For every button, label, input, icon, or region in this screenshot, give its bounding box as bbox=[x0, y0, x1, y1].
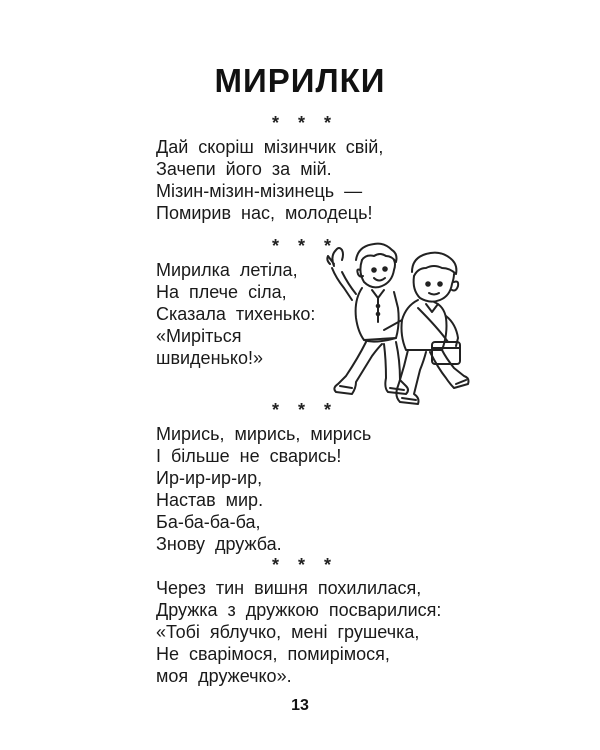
page-number: 13 bbox=[291, 697, 309, 714]
poem-line: швиденько!» bbox=[156, 348, 263, 368]
poem-line: Мирилка летіла, bbox=[156, 260, 298, 280]
poem-line: «Миріться bbox=[156, 326, 242, 346]
poem-line: Ир-ир-ир-ир, bbox=[156, 468, 263, 488]
poem-line: Дай скоріш мізинчик свій, bbox=[156, 137, 384, 157]
poem-1 bbox=[156, 136, 383, 224]
stanza-separator: * * * bbox=[272, 400, 339, 420]
page-title: МИРИЛКИ bbox=[214, 62, 386, 99]
boy-left-figure bbox=[327, 244, 408, 394]
poem-line: моя дружечко». bbox=[156, 666, 292, 686]
poem-line: Знову дружба. bbox=[156, 534, 282, 554]
poem-line: Через тин вишня похилилася, bbox=[156, 578, 422, 598]
poem-line: «Тобі яблучко, мені грушечка, bbox=[156, 622, 420, 642]
poem-line: На плече сіла, bbox=[156, 282, 287, 302]
two-boys-friends-illustration bbox=[322, 238, 472, 416]
stanza-separator: * * * bbox=[272, 555, 339, 575]
poem-line: Мирись, мирись, мирись bbox=[156, 424, 372, 444]
poem-line: Мізин-мізин-мізинець — bbox=[156, 181, 363, 201]
poem-line: Ба-ба-ба-ба, bbox=[156, 512, 261, 532]
poem-line: Сказала тихенько: bbox=[156, 304, 316, 324]
poem-line: І більше не сварись! bbox=[156, 446, 342, 466]
poem-line: Дружка з дружкою посварилися: bbox=[156, 600, 442, 620]
stanza-separator: * * * bbox=[272, 113, 339, 133]
poem-4 bbox=[156, 577, 441, 687]
poem-line: Настав мир. bbox=[156, 490, 264, 510]
poem-line: Помирив нас, молодець! bbox=[156, 203, 373, 223]
boy-right-figure bbox=[384, 253, 469, 404]
stanza-separator: * * * bbox=[272, 236, 339, 256]
poem-line: Не сварімося, помирімося, bbox=[156, 644, 390, 664]
poem-3 bbox=[156, 423, 371, 555]
poem-line: Зачепи його за мій. bbox=[156, 159, 332, 179]
poem-2 bbox=[156, 259, 315, 369]
